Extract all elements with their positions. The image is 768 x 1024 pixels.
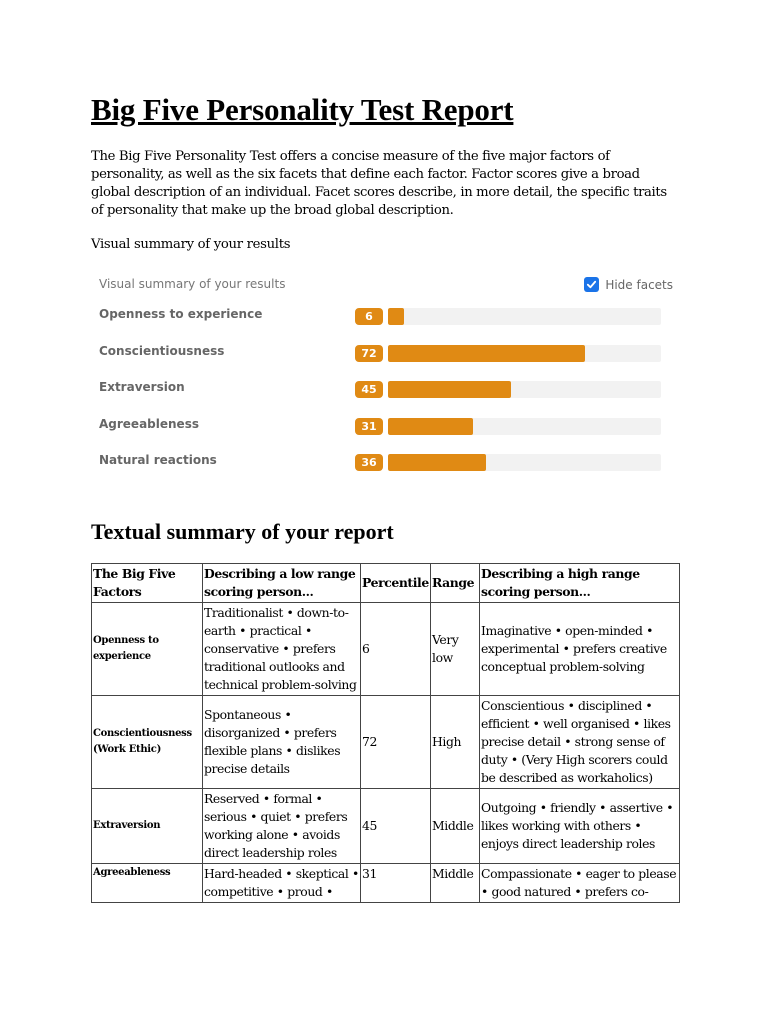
percentile-cell: 72 bbox=[361, 696, 431, 789]
score-row-label: Natural reactions bbox=[99, 453, 217, 467]
score-badge: 31 bbox=[355, 418, 383, 435]
range-cell: Very low bbox=[431, 603, 480, 696]
table-row bbox=[92, 696, 680, 789]
high-description-cell: Outgoing • friendly • assertive • likes working with others • enjoys direct leadership roles bbox=[480, 789, 680, 864]
low-description-cell: Traditionalist • down-to-earth • practical • conservative • prefers traditional outlooks and technical problem-solving bbox=[203, 603, 361, 696]
widget-title: Visual summary of your results bbox=[99, 277, 286, 291]
factor-cell: Conscientiousness (Work Ethic) bbox=[92, 696, 203, 789]
score-bar-track bbox=[388, 345, 661, 362]
high-description-cell: Compassionate • eager to please • good natured • prefers co- bbox=[480, 864, 680, 903]
table-header-row bbox=[92, 564, 680, 603]
visual-summary-caption: Visual summary of your results bbox=[91, 237, 291, 252]
high-description-cell: Conscientious • disciplined • efficient • well organised • likes precise detail • strong sense of duty • (Very High scorers could be described as workaholics) bbox=[480, 696, 680, 789]
score-row-agreeableness bbox=[99, 415, 681, 437]
score-bar-track bbox=[388, 418, 661, 435]
score-row-conscientiousness bbox=[99, 342, 681, 364]
score-badge: 45 bbox=[355, 381, 383, 398]
visual-summary-widget bbox=[91, 268, 681, 478]
column-header: The Big Five Factors bbox=[92, 564, 203, 603]
score-row-label: Conscientiousness bbox=[99, 344, 225, 358]
range-cell: Middle bbox=[431, 789, 480, 864]
score-bar-track bbox=[388, 308, 661, 325]
score-row-extraversion bbox=[99, 378, 681, 400]
column-header: Percentile bbox=[361, 564, 431, 603]
percentile-cell: 45 bbox=[361, 789, 431, 864]
score-bar-fill bbox=[388, 381, 511, 398]
score-row-openness bbox=[99, 305, 681, 327]
range-cell: Middle bbox=[431, 864, 480, 903]
hide-facets-toggle[interactable] bbox=[584, 277, 673, 292]
score-bar-fill bbox=[388, 418, 473, 435]
score-badge: 6 bbox=[355, 308, 383, 325]
score-row-natural-reactions bbox=[99, 451, 681, 473]
score-badge: 36 bbox=[355, 454, 383, 471]
low-description-cell: Hard-headed • skeptical • competitive • proud • bbox=[203, 864, 361, 903]
score-bar-fill bbox=[388, 454, 486, 471]
score-badge: 72 bbox=[355, 345, 383, 362]
table-row bbox=[92, 864, 680, 903]
factor-cell: Agreeableness bbox=[92, 864, 203, 903]
textual-summary-heading: Textual summary of your report bbox=[91, 519, 394, 544]
score-bar-track bbox=[388, 454, 661, 471]
score-bar-track bbox=[388, 381, 661, 398]
score-row-label: Openness to experience bbox=[99, 307, 263, 321]
high-description-cell: Imaginative • open-minded • experimental • prefers creative conceptual problem-solving bbox=[480, 603, 680, 696]
table-row bbox=[92, 603, 680, 696]
factors-table bbox=[91, 563, 680, 903]
table-row bbox=[92, 789, 680, 864]
column-header: Range bbox=[431, 564, 480, 603]
factor-cell: Openness to experience bbox=[92, 603, 203, 696]
hide-facets-label: Hide facets bbox=[605, 277, 673, 292]
page-title: Big Five Personality Test Report bbox=[91, 92, 514, 127]
column-header: Describing a low range scoring person... bbox=[203, 564, 361, 603]
score-bar-fill bbox=[388, 345, 585, 362]
range-cell: High bbox=[431, 696, 480, 789]
low-description-cell: Spontaneous • disorganized • prefers flexible plans • dislikes precise details bbox=[203, 696, 361, 789]
low-description-cell: Reserved • formal • serious • quiet • prefers working alone • avoids direct leadership roles bbox=[203, 789, 361, 864]
checkbox-checked-icon[interactable] bbox=[584, 277, 599, 292]
intro-paragraph: The Big Five Personality Test offers a concise measure of the five major factors of personality, as well as the six facets that define each factor. Factor scores give a broad global description of an individual. Facet scores describe, in more detail, the specific traits of personality that make up the broad global description. bbox=[91, 149, 667, 218]
score-row-label: Extraversion bbox=[99, 380, 185, 394]
factor-cell: Extraversion bbox=[92, 789, 203, 864]
percentile-cell: 31 bbox=[361, 864, 431, 903]
percentile-cell: 6 bbox=[361, 603, 431, 696]
column-header: Describing a high range scoring person... bbox=[480, 564, 680, 603]
score-bar-fill bbox=[388, 308, 404, 325]
score-row-label: Agreeableness bbox=[99, 417, 199, 431]
